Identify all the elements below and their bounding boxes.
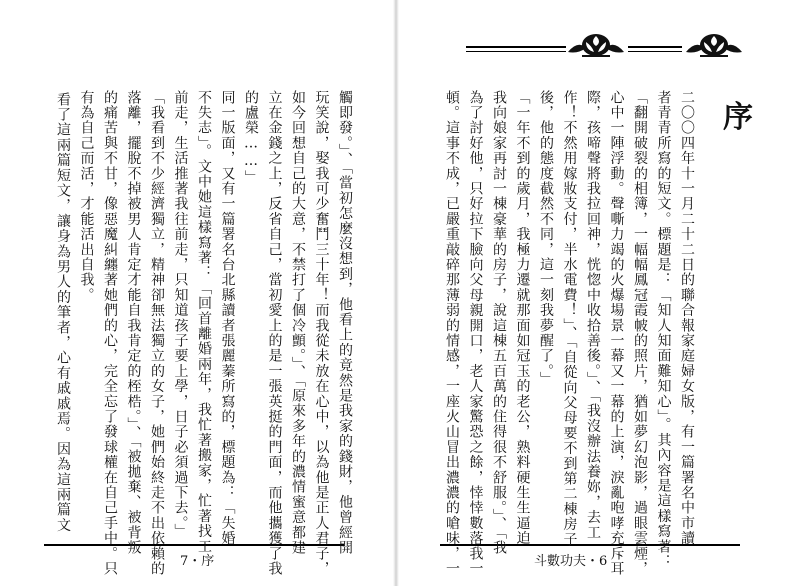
left-page-number: 7・序 [180, 554, 215, 569]
left-text-column: 「我看到不少經濟獨立，精神卻無法獨立的女子，她們始終走不出依賴的 [149, 90, 165, 577]
right-text-column: 為了討好他，只好拉下臉向父母親開口，老人家驚恐之餘，悻悻數落我一 [467, 90, 484, 577]
right-text-column: 「翻開破裂的相簿，一幅幅鳳冠霞帔的照片，猶如夢幻泡影，過眼雲煙， [632, 90, 648, 577]
right-text-column: 者青青所寫的短文。標題是：「知人知面難知心」。其內容是這樣寫著： [655, 90, 672, 570]
right-text-column: 際，孩啼聲將我拉回神，恍惚中收拾善後。」、「我沒辦法養妳，去工 [585, 90, 601, 541]
header-rule-left [466, 46, 566, 52]
left-text-column: 立在金錢之上，反省自己，當初愛上的是一張英挺的門面，而他攜獲了我 [266, 90, 283, 577]
peony-ornament-left-icon [564, 32, 628, 60]
right-page-number: 斗數功夫・6 [534, 554, 608, 569]
left-text-column: 有為自己而活，才能活出自我。 [78, 90, 95, 303]
left-text-column: 前走，生活推著我往前走，只知道孩子要上學，日子必須過下去。」 [172, 90, 189, 539]
right-text-column: 「一年不到的歲月，我極力遷就那面如冠玉的老公，熟料硬生生逼迫 [514, 90, 531, 546]
right-text-column: 二〇〇四年十一月二十二日的聯合報家庭婦女版，有一篇署名中市讀 [679, 90, 695, 546]
right-text-column: 心中一陣浮動。聲嘶力竭的火爆場景一幕又一幕的上演，淚亂咆哮充斥耳 [608, 90, 625, 577]
left-text-column: 同一版面，又有一篇署名台北縣讀者張麗蓁所寫的，標題為：「失婚 [219, 90, 236, 546]
left-text-column: 的痛苦與不甘，像惡魔糾纏著她們的心，完全忘了發球權在自己手中。只 [102, 90, 118, 577]
right-footer-rule [440, 544, 740, 546]
left-text-column: 觸即發。」、「當初怎麼沒想到，他看上的竟然是我家的錢財，他曾經開 [337, 90, 353, 556]
left-text-column: 如今回想自己的大意，不禁打了個冷顫。」、「原來多年的濃情蜜意都建 [290, 90, 306, 556]
page-title: 序 [723, 100, 753, 135]
peony-ornament-right-icon [682, 32, 746, 60]
left-text-column: 落離，擺脫不掉被男人肯定才能自我肯定的桎梏。」、「被拋棄、被背叛 [125, 90, 142, 556]
right-text-column: 我向娘家再討一棟豪華的房子，說這棟五百萬的住得很不舒服。」、「我 [491, 90, 507, 556]
left-text-column: 不失志」。文中她這樣寫著：「回首離婚兩年，我忙著搬家，忙著找工 [196, 90, 212, 555]
right-text-column: 後，他的態度截然不同，這一刻我夢醒了。」 [538, 90, 554, 387]
left-text-column: 看了這兩篇短文，讓身為男人的筆者，心有戚戚焉。因為這兩篇文 [55, 92, 71, 533]
right-text-column: 作！不然用嫁妝支付，半水電費！」、「自從向父母要不到第二棟房子 [561, 90, 578, 548]
left-text-column: 的盧榮……」 [243, 90, 259, 186]
header-rule-middle [628, 46, 682, 52]
right-text-column: 頓。這事不成，已嚴重敲碎那薄弱的情感，一座火山冒出濃濃的嗆味，一 [444, 90, 460, 577]
left-text-column: 玩笑說，娶我可少奮鬥三十年！而我從未放在心中，以為他是正人君子， [313, 90, 330, 577]
